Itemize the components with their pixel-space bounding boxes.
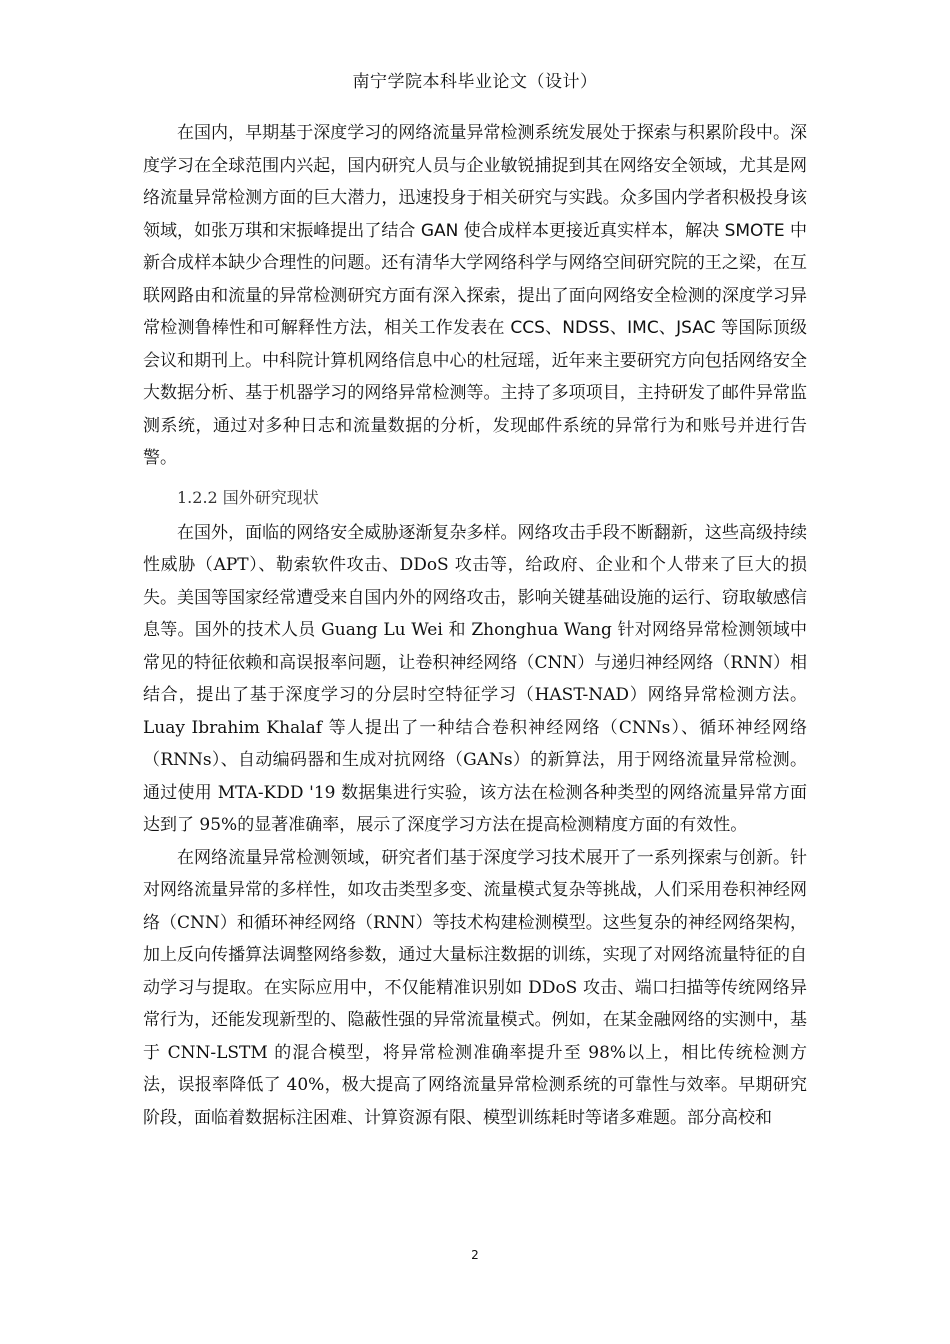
page-number: 2 xyxy=(471,1248,479,1262)
paragraph-deep-learning-detection: 在网络流量异常检测领域，研究者们基于深度学习技术展开了一系列探索与创新。针对网络流量异常的多样性，如攻击类型多变、流量模式复杂等挑战，人们采用卷积神经网络（CNN）和循环神经网络（RNN）等技术构建检测模型。这些复杂的神经网络架构，加上反向传播算法调整网络参数，通过大量标注数据的训练，实现了对网络流量特征的自动学习与提取。在实际应用中，不仅能精准识别如 DDoS 攻击、端口扫描等传统网络异常行为，还能发现新型的、隐蔽性强的异常流量模式。例如，在某金融网络的实测中，基于 CNN-LSTM 的混合模型，将异常检测准确率提升至 98%以上，相比传统检测方法，误报率降低了 40%，极大提高了网络流量异常检测系统的可靠性与效率。早期研究阶段，面临着数据标注困难、计算资源有限、模型训练耗时等诸多难题。部分高校和 xyxy=(143,847,807,1128)
page-header: 南宁学院本科毕业论文（设计） xyxy=(352,72,598,92)
paragraph-foreign-research: 在国外，面临的网络安全威胁逐渐复杂多样。网络攻击手段不断翻新，这些高级持续性威胁（APT）、勒索软件攻击、DDoS 攻击等，给政府、企业和个人带来了巨大的损失。美国等国家经常遭受来自国内外的网络攻击，影响关键基础设施的运行、窃取敏感信息等。国外的技术人员 Guang Lu Wei 和 Zhonghua Wang 针对网络异常检测领域中常见的特征依赖和高误报率问题，让卷积神经网络（CNN）与递归神经网络（RNN）相结合，提出了基于深度学习的分层时空特征学习（HAST-NAD）网络异常检测方法。Luay Ibrahim Khalaf 等人提出了一种结合卷积神经网络（CNNs）、循环神经网络（RNNs）、自动编码器和生成对抗网络（GANs）的新算法，用于网络流量异常检测。通过使用 MTA-KDD '19 数据集进行实验，该方法在检测各种类型的网络流量异常方面达到了 95%的显著准确率，展示了深度学习方法在提高检测精度方面的有效性。 xyxy=(143,522,807,835)
header-divider xyxy=(143,102,807,103)
paragraph-domestic-research: 在国内，早期基于深度学习的网络流量异常检测系统发展处于探索与积累阶段中。深度学习在全球范围内兴起，国内研究人员与企业敏锐捕捉到其在网络安全领域，尤其是网络流量异常检测方面的巨大潜力，迅速投身于相关研究与实践。众多国内学者积极投身该领域，如张万琪和宋振峰提出了结合 GAN 使合成样本更接近真实样本，解决 SMOTE 中新合成样本缺少合理性的问题。还有清华大学网络科学与网络空间研究院的王之梁，在互联网路由和流量的异常检测研究方面有深入探索，提出了面向网络安全检测的深度学习异常检测鲁棒性和可解释性方法，相关工作发表在 CCS、NDSS、IMC、JSAC 等国际顶级会议和期刊上。中科院计算机网络信息中心的杜冠瑶，近年来主要研究方向包括网络安全大数据分析、基于机器学习的网络异常检测等。主持了多项项目，主持研发了邮件异常监测系统，通过对多种日志和流量数据的分析，发现邮件系统的异常行为和账号并进行告警。 xyxy=(143,123,807,468)
section-heading-foreign-research: 1.2.2 国外研究现状 xyxy=(177,487,319,507)
body-text xyxy=(143,117,807,1134)
